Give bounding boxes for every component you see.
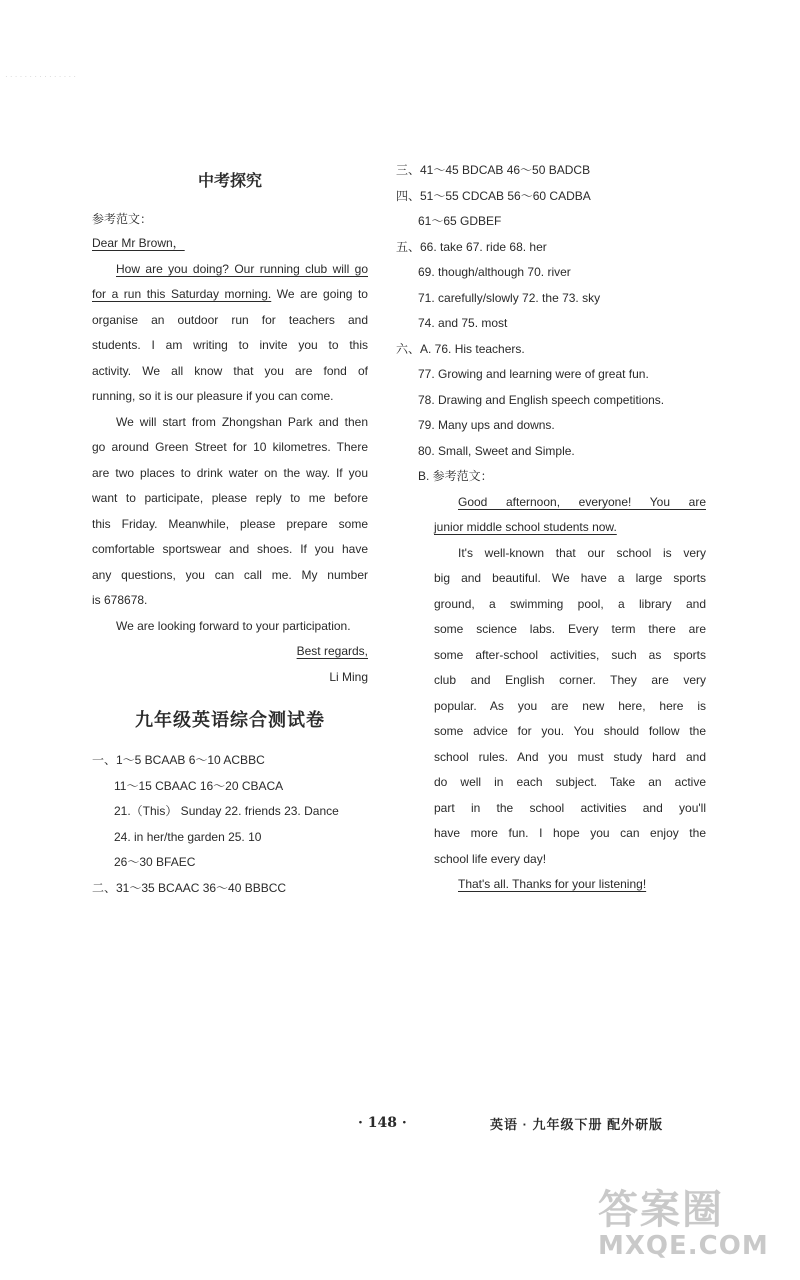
underlined-text: Good afternoon, everyone! You are <box>458 494 706 509</box>
answer-text: 四、51～55 CDCAB 56～60 CADBA <box>396 188 591 203</box>
text-line: students. I am writing to invite you to this <box>92 338 368 352</box>
text-line: We are looking forward to your participation. <box>116 618 351 633</box>
answer-line <box>396 413 706 439</box>
answer-text: B. 参考范文： <box>418 469 493 483</box>
answer-line <box>92 799 368 825</box>
answer-text: 六、A. 76. His teachers. <box>396 341 525 356</box>
text-line <box>92 282 368 308</box>
section-title-zhongkao: 中考探究 <box>197 171 262 190</box>
answer-text: 80. Small, Sweet and Simple. <box>418 443 575 458</box>
right-column <box>396 158 706 898</box>
answer-text: 五、66. take 67. ride 68. her <box>396 239 547 254</box>
scan-artifact-dots: · · · · · · · · · · · · · · · <box>5 72 77 81</box>
watermark-logo <box>598 1178 769 1261</box>
answer-line <box>396 286 706 312</box>
text-line: activity. We all know that you are fond of <box>92 363 368 378</box>
text-line: part in the school activities and you'll <box>434 800 706 815</box>
text-line: organise an outdoor run for teachers and <box>92 312 368 327</box>
answer-text: 61～65 GDBEF <box>418 214 502 228</box>
answer-line <box>92 748 368 774</box>
answer-line <box>396 260 706 286</box>
answer-text: 26～30 BFAEC <box>114 855 196 869</box>
answer-text: 78. Drawing and English speech competitions. <box>418 392 665 407</box>
answer-line <box>396 464 706 490</box>
text-line: school rules. And you must study hard and <box>434 749 706 764</box>
text-line: popular. As you are new here, here is <box>434 698 706 713</box>
answer-line <box>396 184 706 210</box>
answer-text: 24. in her/the garden 25. 10 <box>114 829 262 844</box>
speech-essay <box>396 490 706 898</box>
answer-line <box>92 825 368 851</box>
letter-signature: Li Ming <box>329 669 368 684</box>
answer-line <box>396 388 706 414</box>
page-number: · 148 · <box>358 1115 407 1131</box>
answer-line <box>396 311 706 337</box>
text-line: junior middle school students now. <box>434 520 617 534</box>
text-line: any questions, you can call me. My number <box>92 567 368 582</box>
underlined-text: How are you doing? Our running club will go <box>116 261 368 276</box>
line-tail: We are going to <box>271 287 368 301</box>
text-line: have more fun. I hope you can enjoy the <box>434 826 706 840</box>
letter-salutation: Dear Mr Brown， <box>92 236 185 250</box>
answer-line <box>396 337 706 363</box>
text-line: We will start from Zhongshan Park and then <box>116 414 368 429</box>
answer-line <box>92 850 368 876</box>
answer-list-right <box>396 158 706 490</box>
text-line: want to participate, please reply to me before <box>92 491 368 505</box>
answer-text: 79. Many ups and downs. <box>418 418 555 432</box>
text-line: It's well-known that our school is very <box>458 545 706 560</box>
answer-text: 69. though/although 70. river <box>418 265 571 279</box>
text-line: comfortable sportswear and shoes. If you have <box>92 542 368 556</box>
answer-text: 二、31～35 BCAAC 36～40 BBBCC <box>92 880 287 895</box>
text-line: some science labs. Every term there are <box>434 622 706 636</box>
answer-text: 11～15 CBAAC 16～20 CBACA <box>114 778 284 793</box>
text-line: are two places to drink water on the way. If you <box>92 465 368 480</box>
letter-closing: Best regards, <box>296 644 368 658</box>
text-line <box>92 257 368 283</box>
reference-essay-label: 参考范文： <box>92 212 153 226</box>
answer-text: 77. Growing and learning were of great fun. <box>418 367 649 381</box>
answer-line <box>396 158 706 184</box>
letter-body <box>92 257 368 640</box>
text-line: That's all. Thanks for your listening! <box>458 877 647 891</box>
text-line: this Friday. Meanwhile, please prepare some <box>92 516 368 531</box>
watermark-url: MXQE.COM <box>598 1231 769 1261</box>
answer-line <box>92 876 368 902</box>
answer-line <box>92 774 368 800</box>
answer-text: 71. carefully/slowly 72. the 73. sky <box>418 290 601 305</box>
underlined-text: for a run this Saturday morning. <box>92 287 272 301</box>
answer-line <box>396 209 706 235</box>
text-line: some advice for you. You should follow the <box>434 724 706 738</box>
text-line: club and English corner. They are very <box>434 673 706 687</box>
text-line: some after-school activities, such as sports <box>434 647 706 662</box>
answer-line <box>396 362 706 388</box>
text-line: big and beautiful. We have a large sports <box>434 571 706 585</box>
answer-line <box>396 235 706 261</box>
text-line: go around Green Street for 10 kilometres. There <box>92 440 368 454</box>
text-line: ground, a swimming pool, a library and <box>434 596 706 611</box>
test-paper-title: 九年级英语综合测试卷 <box>135 710 325 731</box>
text-line: school life every day! <box>434 851 547 866</box>
answer-text: 21.（This） Sunday 22. friends 23. Dance <box>114 804 339 818</box>
text-line: running, so it is our pleasure if you can come. <box>92 389 334 403</box>
text-line: do well in each subject. Take an active <box>434 775 706 789</box>
answer-list-left <box>92 748 368 901</box>
answer-line <box>396 439 706 465</box>
answer-text: 三、41～45 BDCAB 46～50 BADCB <box>396 163 591 177</box>
watermark-brand: 答案圈 <box>598 1187 724 1233</box>
text-line <box>434 490 706 516</box>
left-column <box>92 160 368 901</box>
answer-text: 74. and 75. most <box>418 316 508 330</box>
book-title: 英语 · 九年级下册 配外研版 <box>490 1117 664 1132</box>
text-line: is 678678. <box>92 593 148 607</box>
answer-text: 一、1～5 BCAAB 6～10 ACBBC <box>92 753 265 767</box>
